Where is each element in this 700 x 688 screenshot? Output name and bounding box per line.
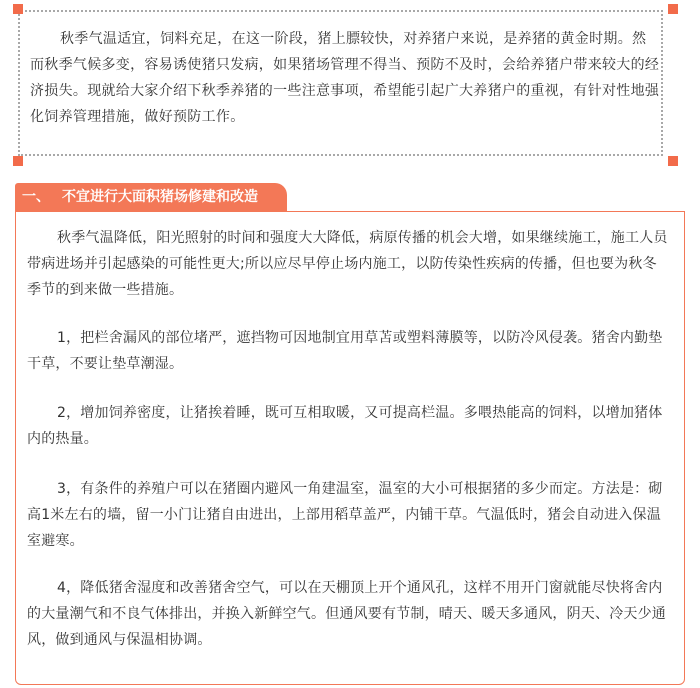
corner-marker-top-right xyxy=(668,4,678,14)
corner-marker-bottom-right xyxy=(668,156,678,166)
section-number: 一、 xyxy=(22,189,50,205)
corner-marker-bottom-left xyxy=(13,156,23,166)
section-title: 不宜进行大面积猪场修建和改造 xyxy=(62,189,258,205)
section-paragraph-item-4: 4，降低猪舍湿度和改善猪舍空气，可以在天棚顶上开个通风孔，这样不用开门窗就能尽快将舍内的大量潮气和不良气体排出，并换入新鲜空气。但通风要有节制，晴天、暖天多通风，阴天、冷天少通风，做到通风与保温相协调。 xyxy=(27,580,666,648)
section-header xyxy=(15,183,287,211)
corner-marker-top-left xyxy=(13,4,23,14)
section-paragraph-item-1: 1，把栏舍漏风的部位堵严，遮挡物可因地制宜用草苫或塑料薄膜等，以防冷风侵袭。猪舍内勤垫干草，不要让垫草潮湿。 xyxy=(27,330,663,372)
section-paragraph-item-2: 2，增加饲养密度，让猪挨着睡，既可互相取暖，又可提高栏温。多喂热能高的饲料，以增加猪体内的热量。 xyxy=(27,405,663,447)
intro-paragraph: 秋季气温适宜，饲料充足，在这一阶段，猪上膘较快，对养猪户来说，是养猪的黄金时期。然而秋季气候多变，容易诱使猪只发病，如果猪场管理不得当、预防不及时，会给养猪户带来较大的经济损失。现就给大家介绍下秋季养猪的一些注意事项，希望能引起广大养猪户的重视，有针对性地强化饲养管理措施，做好预防工作。 xyxy=(30,31,660,125)
section-paragraph-intro: 秋季气温降低，阳光照射的时间和强度大大降低，病原传播的机会大增，如果继续施工，施工人员带病进场并引起感染的可能性更大;所以应尽早停止场内施工，以防传染性疾病的传播，但也要为秋冬季节的到来做一些措施。 xyxy=(27,230,668,298)
section-paragraph-item-3: 3，有条件的养殖户可以在猪圈内避风一角建温室，温室的大小可根据猪的多少而定。方法是：砌高1米左右的墙，留一小门让猪自由进出，上部用稻草盖严，内铺干草。气温低时，猪会自动进入保温室避寒。 xyxy=(27,481,663,549)
